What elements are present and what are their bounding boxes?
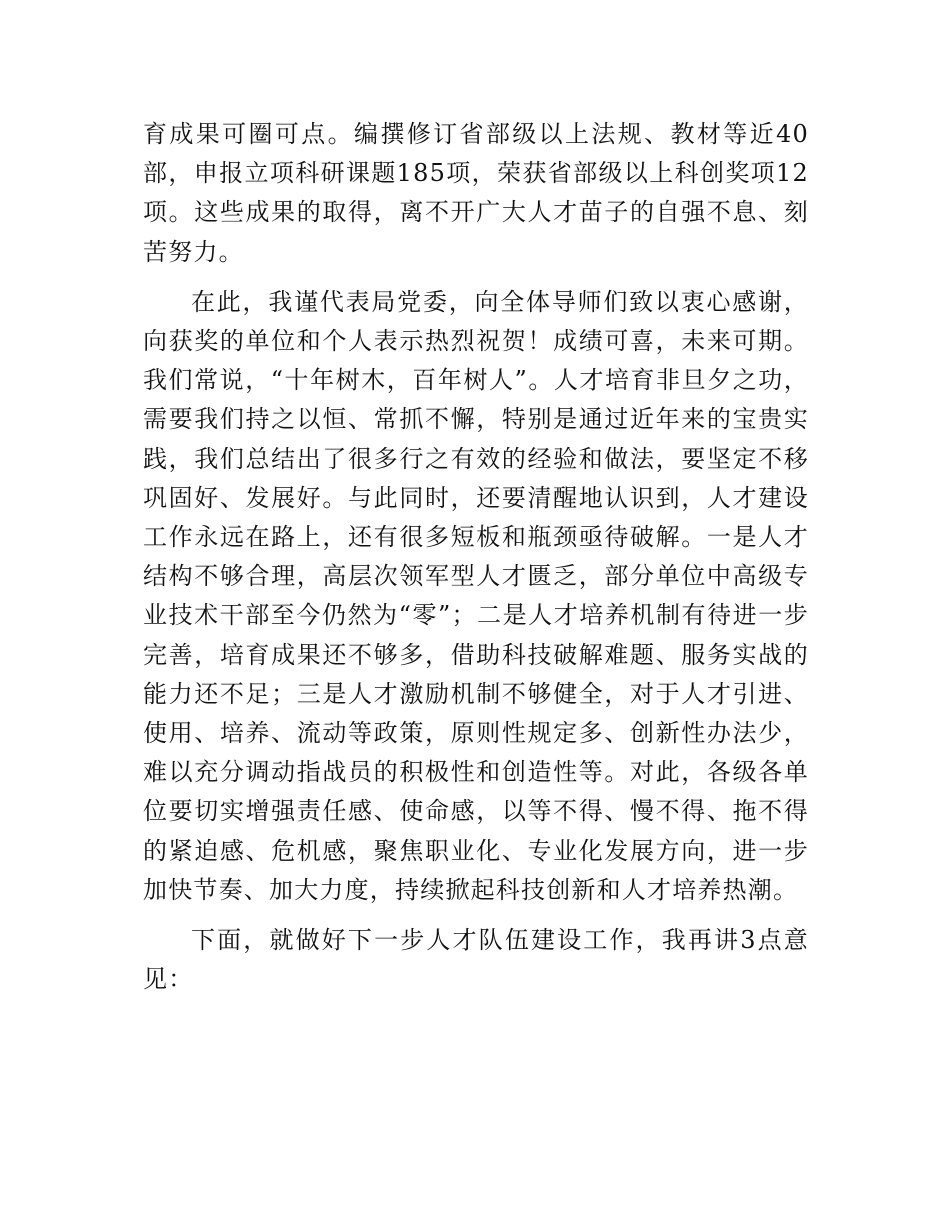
paragraph-next-steps: 下面，就做好下一步人才队伍建设工作，我再讲3点意见： [143,926,809,994]
document-body [143,115,809,1010]
paragraph-acknowledgement: 在此，我谨代表局党委，向全体导师们致以衷心感谢，向获奖的单位和个人表示热烈祝贺！成绩可喜，未来可期。我们常说，“十年树木，百年树人”。人才培育非旦夕之功，需要我们持之以恒、常抓不懈，特别是通过近年来的宝贵实践，我们总结出了很多行之有效的经验和做法，要坚定不移巩固好、发展好。与此同时，还要清醒地认识到，人才建设工作永远在路上，还有很多短板和瓶颈亟待破解。一是人才结构不够合理，高层次领军型人才匮乏，部分单位中高级专业技术干部至今仍然为“零”；二是人才培养机制有待进一步完善，培育成果还不够多，借助科技破解难题、服务实战的能力还不足；三是人才激励机制不够健全，对于人才引进、使用、培养、流动等政策，原则性规定多、创新性办法少，难以充分调动指战员的积极性和创造性等。对此，各级各单位要切实增强责任感、使命感，以等不得、慢不得、拖不得的紧迫感、危机感，聚焦职业化、专业化发展方向，进一步加快节奏、加大力度，持续掀起科技创新和人才培养热潮。 [143,287,809,904]
paragraph-continued: 育成果可圈可点。编撰修订省部级以上法规、教材等近40部，申报立项科研课题185项，荣获省部级以上科创奖项12项。这些成果的取得，离不开广大人才苗子的自强不息、刻苦努力。 [143,120,809,266]
